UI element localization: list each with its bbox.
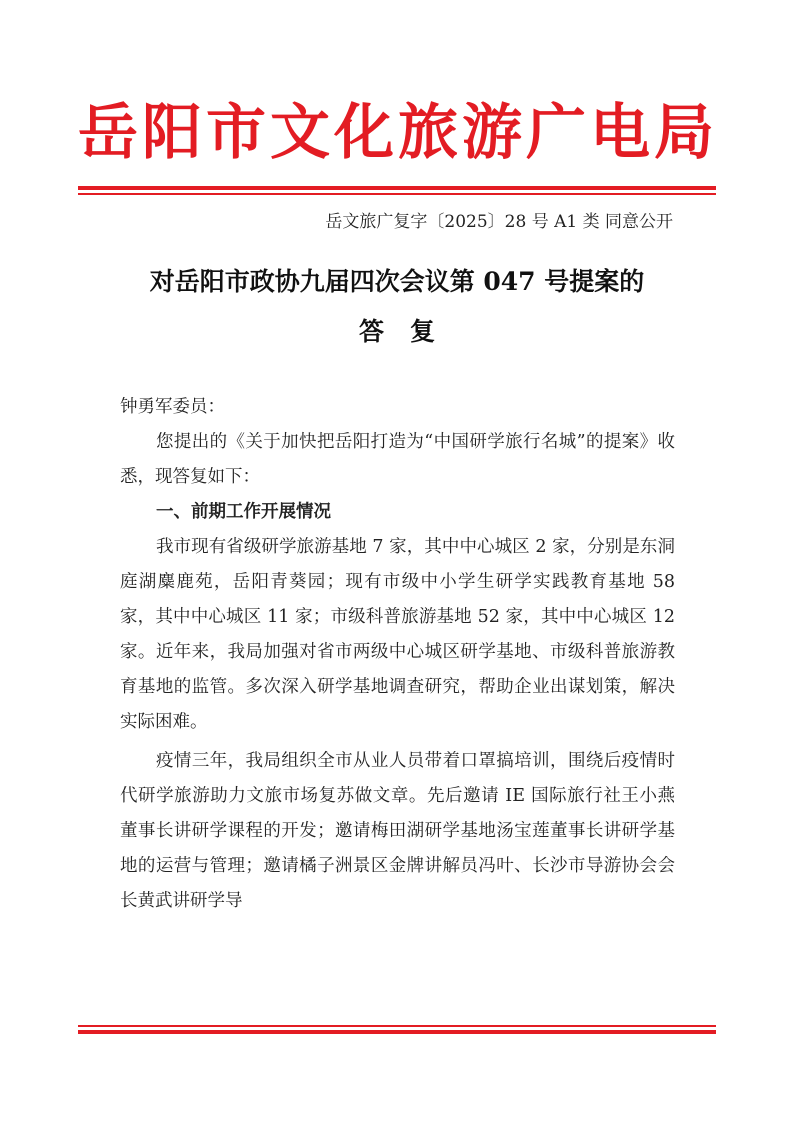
document-body [120,390,675,919]
document-number: 岳文旅广复字〔2025〕28 号 A1 类 同意公开 [325,212,673,232]
agency-letterhead: 岳阳市文化旅游广电局 [78,98,718,168]
paragraph-1: 我市现有省级研学旅游基地 7 家，其中中心城区 2 家，分别是东洞庭湖麋鹿苑，岳阳青葵园；现有市级中小学生研学实践教育基地 58 家，其中中心城区 11 家；市级科普旅游基地 52 家，其中中心城区 12 家。近年来，我局加强对省市两级中心城区研学基地、市级科普旅游教育基地的监管。多次深入研学基地调查研究，帮助企业出谋划策，解决实际困难。 [120,537,675,732]
document-title-line2: 答复 [358,317,461,346]
footer-rule-thin [78,1025,716,1027]
paragraph-2: 疫情三年，我局组织全市从业人员带着口罩搞培训，围绕后疫情时代研学旅游助力文旅市场复苏做文章。先后邀请 IE 国际旅行社王小燕董事长讲研学课程的开发；邀请梅田湖研学基地汤宝莲董事长讲研学基地的运营与管理；邀请橘子洲景区金牌讲解员冯叶、长沙市导游协会会长黄武讲研学导 [120,751,675,911]
intro-paragraph: 您提出的《关于加快把岳阳打造为“中国研学旅行名城”的提案》收悉，现答复如下： [120,432,675,487]
document-title-line1: 对岳阳市政协九届四次会议第 047 号提案的 [149,267,645,296]
letterhead-rule-thin [78,193,716,195]
footer-rule-thick [78,1030,716,1034]
section-heading: 一、前期工作开展情况 [156,502,331,522]
letterhead-rule-thick [78,186,716,190]
salutation: 钟勇军委员： [120,397,225,417]
